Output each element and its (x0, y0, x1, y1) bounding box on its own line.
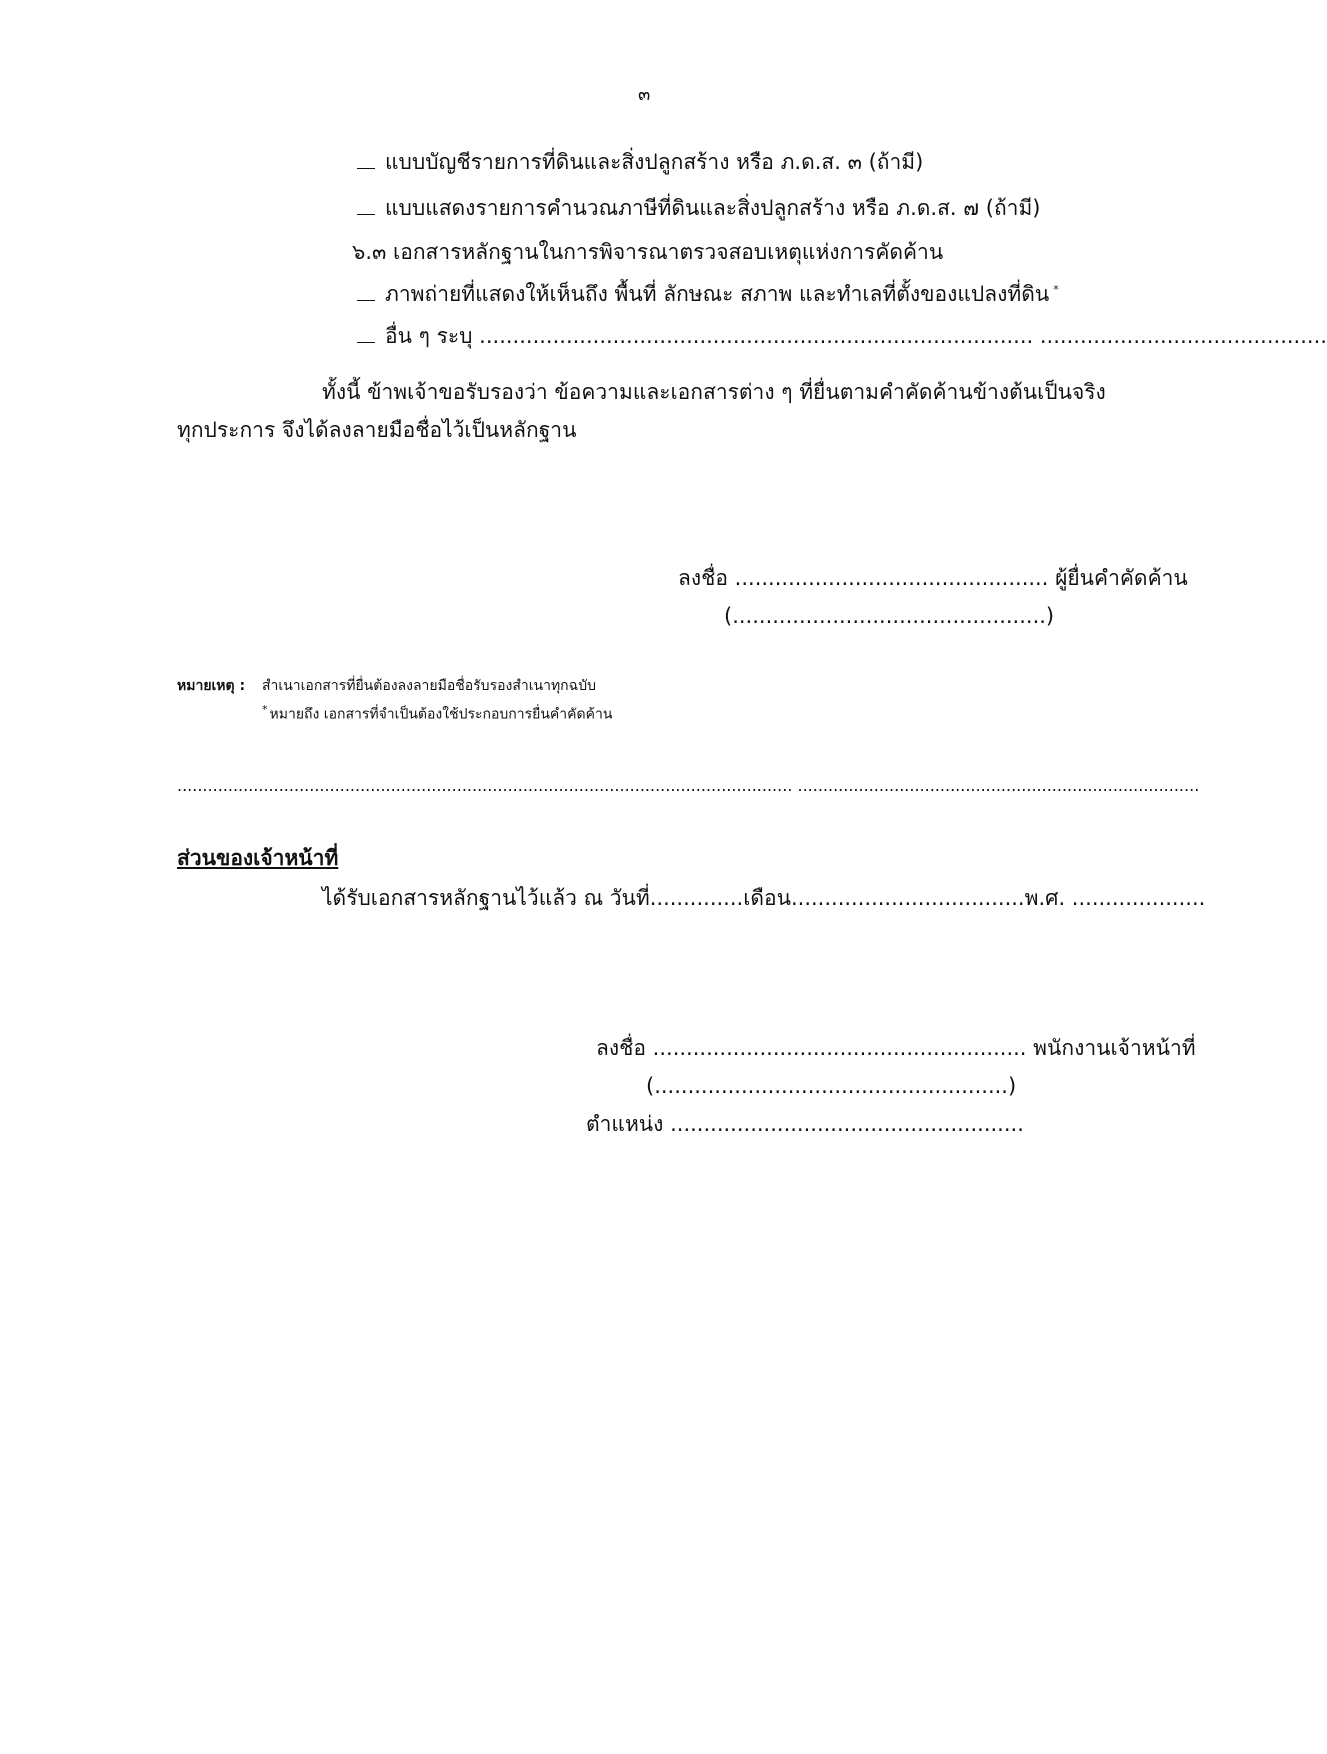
applicant-name-line: (...............................................) (724, 604, 1055, 628)
attachment-item (357, 150, 923, 175)
attachment-item-label: แบบแสดงรายการคำนวณภาษีที่ดินและสิ่งปลูกสร้าง หรือ ภ.ด.ส. ๗ (ถ้ามี) (385, 196, 1041, 220)
checkbox-blank-icon (357, 288, 375, 301)
received-line: ได้รับเอกสารหลักฐานไว้แล้ว ณ วันที่..............เดือน...................................พ.ศ. .................... (322, 886, 1206, 910)
separator-dots: ......................................................................................................................... ............................................................................... (177, 776, 1200, 795)
checkbox-blank-icon (357, 156, 375, 169)
note-line-2-text: หมายถึง เอกสารที่จำเป็นต้องใช้ประกอบการยื่นคำคัดค้าน (269, 706, 613, 723)
officer-sign-line: ลงชื่อ ........................................................ พนักงานเจ้าหน้าที่ (596, 1036, 1196, 1060)
officer-section-heading: ส่วนของเจ้าหน้าที่ (177, 846, 339, 870)
certification-line-2: ทุกประการ จึงได้ลงลายมือชื่อไว้เป็นหลักฐาน (177, 418, 577, 442)
officer-position-line: ตำแหน่ง ..................................................... (586, 1112, 1024, 1136)
evidence-item-label: อื่น ๆ ระบุ ................................................................................... ........................................... (385, 324, 1327, 348)
certification-line-1: ทั้งนี้ ข้าพเจ้าขอรับรองว่า ข้อความและเอกสารต่าง ๆ ที่ยื่นตามคำคัดค้านข้างต้นเป็นจริง (322, 380, 1106, 404)
evidence-item-label: ภาพถ่ายที่แสดงให้เห็นถึง พื้นที่ ลักษณะ สภาพ และทำเลที่ตั้งของแปลงที่ดิน (385, 282, 1050, 306)
section-6-3-heading: ๖.๓ เอกสารหลักฐานในการพิจารณาตรวจสอบเหตุแห่งการคัดค้าน (352, 240, 944, 264)
checkbox-blank-icon (357, 330, 375, 343)
page-number: ๓ (638, 84, 651, 105)
note-label: หมายเหตุ : (177, 678, 246, 694)
checkbox-blank-icon (357, 202, 375, 215)
attachment-item (357, 196, 1040, 221)
required-mark: * (262, 703, 268, 716)
applicant-sign-line: ลงชื่อ ............................................... ผู้ยื่นคำคัดค้าน (678, 566, 1188, 590)
note-line-2 (262, 703, 612, 726)
evidence-item (357, 324, 1327, 349)
required-mark: * (1053, 283, 1059, 296)
evidence-item (357, 282, 1059, 307)
officer-name-line: (.....................................................) (646, 1074, 1017, 1098)
note-line-1: สำเนาเอกสารที่ยื่นต้องลงลายมือชื่อรับรองสำเนาทุกฉบับ (262, 678, 596, 694)
attachment-item-label: แบบบัญชีรายการที่ดินและสิ่งปลูกสร้าง หรือ ภ.ด.ส. ๓ (ถ้ามี) (385, 150, 924, 174)
